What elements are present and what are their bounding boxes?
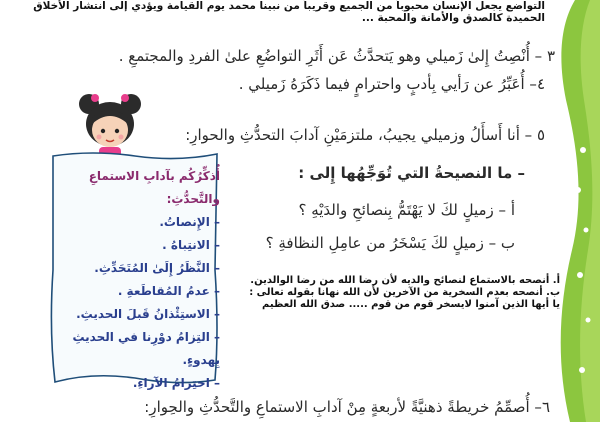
question-5-prompt: – ما النصيحةُ التي تُوَجِّهُها إِلى : bbox=[298, 164, 525, 182]
question-6: ٦– أُصمِّمُ خريطةً ذهنيَّةً لأربعةٍ مِنْ آدابِ الاستماعِ والتَّحدُّثِ والحِوارِ: bbox=[144, 398, 550, 416]
green-decorative-band bbox=[550, 0, 600, 422]
card-title: أُذكِّرُكُم بآدابِ الاستماعِ والتَّحدُّثِ: bbox=[88, 169, 220, 206]
card-item: – عدمُ المُقاطَعةِ . bbox=[117, 284, 220, 298]
card-item: – احتِرامُ الآراءِ. bbox=[132, 376, 220, 390]
question-5-part-b: ب – زميلٍ لكَ يَسْخَرُ من عامِلِ النظافةِ ؟ bbox=[265, 234, 515, 252]
question-3: ٣ – أُنْصِتُ إِلىٰ زَميلي وهو يَتحدَّثُ عَن أَثَرِ التواضُعِ علىٰ الفردِ والمجتمعِ . bbox=[118, 47, 555, 65]
card-item: – الانتِباهُ . bbox=[162, 238, 220, 252]
answer-line-b: ب. أنصحه بعدم السخرية من الآخرين لأن الله نهانا بقوله تعالى : bbox=[249, 287, 560, 298]
question-5: ٥ – أنا أَسأَلُ وزميلي يجيبُ، ملتزمَيْنِ آدابَ التحدُّثِ والحوارِ: bbox=[185, 126, 545, 144]
card-item: – التِزامُ دوْرِنا في الحديثِ بِهدوءٍ. bbox=[72, 330, 220, 367]
answer-block bbox=[190, 275, 560, 311]
question-5-part-a: أ – زميلٍ لكَ لا يَهْتَمُّ بِنصائحِ والدَيْهِ ؟ bbox=[298, 201, 515, 219]
card-item: – الإِنصاتُ. bbox=[159, 215, 220, 229]
reminder-card-content bbox=[60, 165, 220, 395]
card-item: – الاستِئْذانُ قَبلَ الحديثِ. bbox=[76, 307, 220, 321]
card-item: – النَّظَرُ إِلَىٰ المُتَحَدِّثِ. bbox=[94, 261, 220, 275]
answer-line-a: أ. أنصحه بالاستماع لنصائح والديه لأن رضا الله من رضا الوالدين. bbox=[250, 275, 560, 286]
answer-line-verse: يا أيها الذين آمنوا لايسخر قوم من قوم ..... صدق الله العظيم bbox=[262, 299, 560, 310]
question-4: ٤– أُعَبِّرُ عن رَأيي بِأدبٍ واحترامٍ فيما ذَكَرَهُ زَميلي . bbox=[238, 75, 545, 93]
top-answer-note: التواضع يجعل الإنسان محبوباً من الجميع وقريباً من نبينا محمد يوم القيامة ويؤدي إلى انتشار الأخلاق الحميدة كالصدق والأمانة والمحبة ... bbox=[33, 0, 545, 24]
